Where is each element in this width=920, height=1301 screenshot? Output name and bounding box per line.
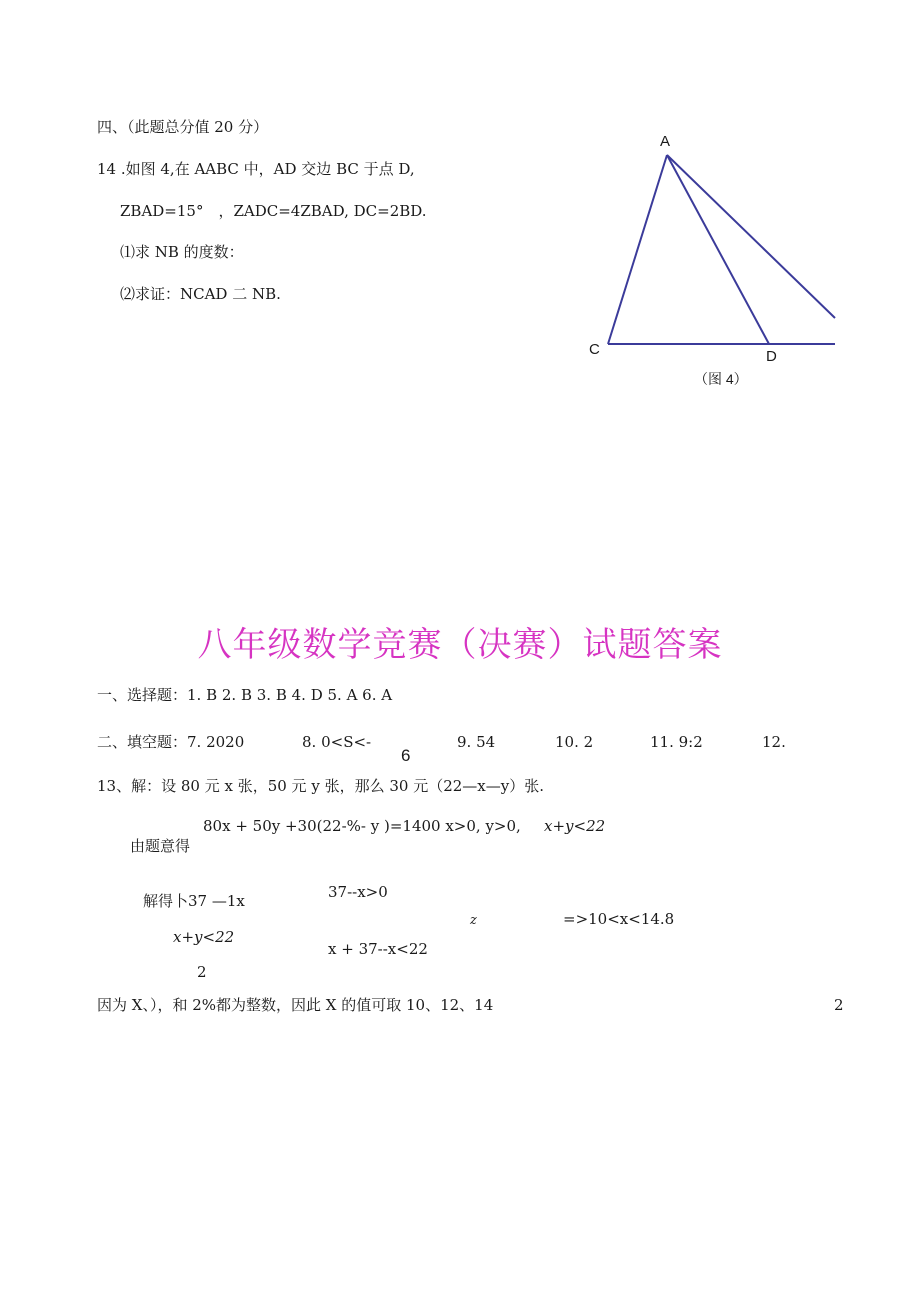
q13-right-two: 2	[834, 996, 844, 1014]
fill-answer-11: 11. 9:2	[650, 733, 703, 751]
q13-conclusion: 因为 X、），和 2%都为整数，因此 X 的值可取 10、12、14	[97, 996, 494, 1014]
fill-answer-9: 9. 54	[457, 733, 496, 751]
fill-answer-10: 10. 2	[555, 733, 594, 751]
fill-answers-prefix: 二、填空题：7. 2020	[97, 733, 245, 751]
choice-answers: 一、选择题：1. B 2. B 3. B 4. D 5. A 6. A	[97, 686, 393, 704]
q13-equation: 80x + 50y +30(22-%- y )=1400 x>0, y>0,	[203, 817, 521, 835]
segment-ad	[667, 155, 769, 344]
question-14-part-1: ⑴求 NB 的度数：	[120, 243, 244, 261]
question-14-part-2: ⑵求证：NCAD 二 NB.	[120, 285, 281, 303]
side-ca	[608, 155, 667, 344]
fill-answer-8: 8. 0<S<-	[302, 733, 372, 751]
vertex-label-c: C	[589, 341, 600, 358]
side-ab	[667, 155, 835, 318]
q13-solve: 解得卜37 —1x	[143, 892, 245, 910]
answers-title: 八年级数学竞赛（决赛）试题答案	[197, 625, 723, 665]
q13-system-line-1: 37--x>0	[328, 883, 388, 901]
q13-system-mark: z	[470, 913, 477, 928]
q13-equation-condition: x+y<22	[544, 817, 606, 835]
section-heading: 四、（此题总分值 20 分）	[97, 118, 269, 136]
fill-answer-8-denominator: 6	[401, 746, 411, 765]
figure-caption: （图 4）	[694, 371, 748, 387]
q13-denominator-two: 2	[197, 963, 207, 981]
question-14-line-2: ZBAD=15° ，ZADC=4ZBAD, DC=2BD.	[120, 202, 427, 220]
q13-intro: 13、解：设 80 元 x 张，50 元 y 张，那么 30 元（22—x—y）张.	[97, 777, 544, 795]
vertex-label-a: A	[660, 133, 671, 150]
q13-result: =>10<x<14.8	[563, 910, 675, 928]
q13-meaning: 由题意得	[130, 837, 191, 855]
question-14-line-1: 14 .如图 4,在 AABC 中，AD 交边 BC 于点 D,	[97, 160, 415, 178]
fill-answer-12: 12.	[762, 733, 786, 751]
q13-system-line-2: x + 37--x<22	[328, 940, 428, 958]
q13-condition-2: x+y<22	[173, 928, 235, 946]
vertex-label-d: D	[766, 348, 777, 365]
